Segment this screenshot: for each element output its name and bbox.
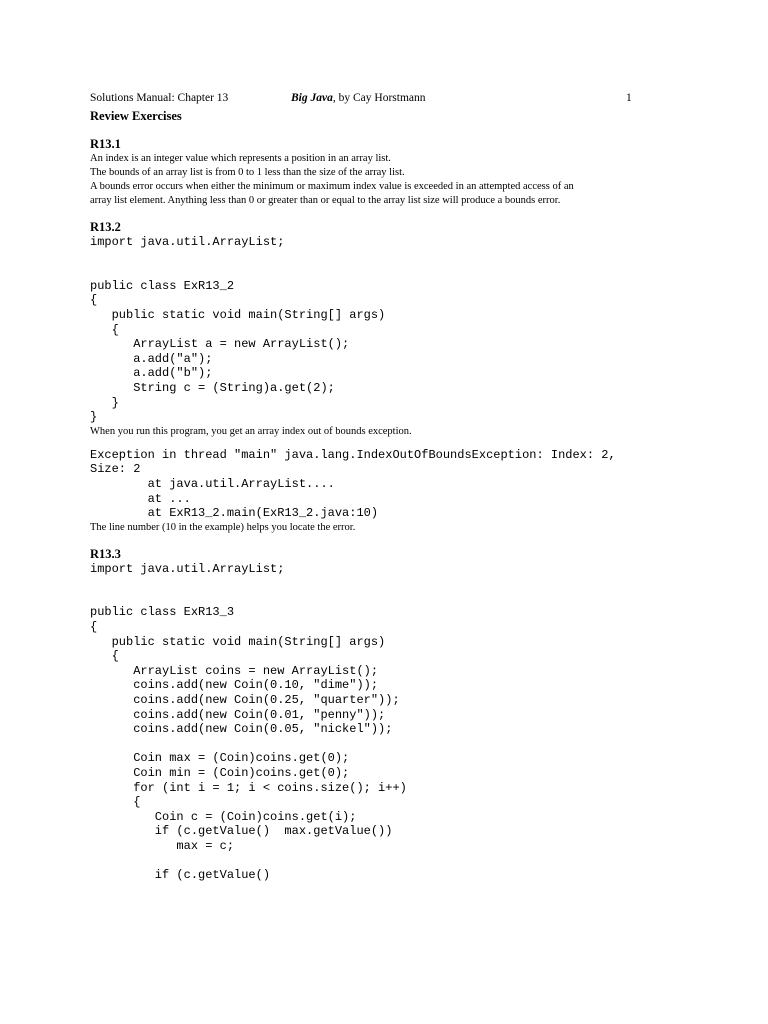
page-number: 1 [626, 92, 632, 104]
exercise-heading-r13-2: R13.2 [90, 220, 121, 234]
r13-2-code: import java.util.ArrayList; public class ExR13_2 { public static void main(String[] args) { ArrayList a = new ArrayList(); a.add("a"); a.add("b"); String c = (String)a.get(2); } } [90, 235, 386, 425]
header-book [291, 92, 426, 104]
r13-1-line-1: An index is an integer value which represents a position in an array list. [90, 153, 391, 164]
r13-1-line-3: A bounds error occurs when either the minimum or maximum index value is exceeded in an attempted access of an [90, 181, 574, 192]
exercise-heading-r13-1: R13.1 [90, 137, 121, 151]
header-chapter: Solutions Manual: Chapter 13 [90, 92, 229, 104]
r13-1-line-2: The bounds of an array list is from 0 to 1 less than the size of the array list. [90, 167, 405, 178]
r13-2-exception-output: Exception in thread "main" java.lang.IndexOutOfBoundsException: Index: 2, Size: 2 at java.util.ArrayList.... at ... at ExR13_2.main(ExR13_2.java:10) [90, 447, 616, 521]
header-book-title: Big Java [291, 92, 333, 104]
r13-2-explanation: When you run this program, you get an array index out of bounds exception. [90, 425, 412, 437]
page-header [90, 92, 650, 108]
document-page [90, 92, 650, 883]
header-author: , by Cay Horstmann [332, 92, 426, 104]
r13-1-line-4: array list element. Anything less than 0 or greater than or equal to the array list size will produce a bounds error. [90, 195, 561, 206]
r13-3-code: import java.util.ArrayList; public class ExR13_3 { public static void main(String[] args) { ArrayList coins = new ArrayList(); coins.add(new Coin(0.10, "dime")); coins.add(new Coin(0.25, "quarter")); coins.add(new Coin(0.01, "penny")); coins.add(new Coin(0.05, "nickel")); Coin max = (Coin)coins.get(0); Coin min = (Coin)coins.get(0); for (int i = 1; i < coins.size(); i++) { Coin c = (Coin)coins.get(i); if (c.getValue() max.getValue()) max = c; if (c.getValue() [90, 561, 407, 883]
r13-2-line-note: The line number (10 in the example) helps you locate the error. [90, 521, 356, 533]
exercise-heading-r13-3: R13.3 [90, 546, 121, 561]
section-title: Review Exercises [90, 109, 182, 123]
